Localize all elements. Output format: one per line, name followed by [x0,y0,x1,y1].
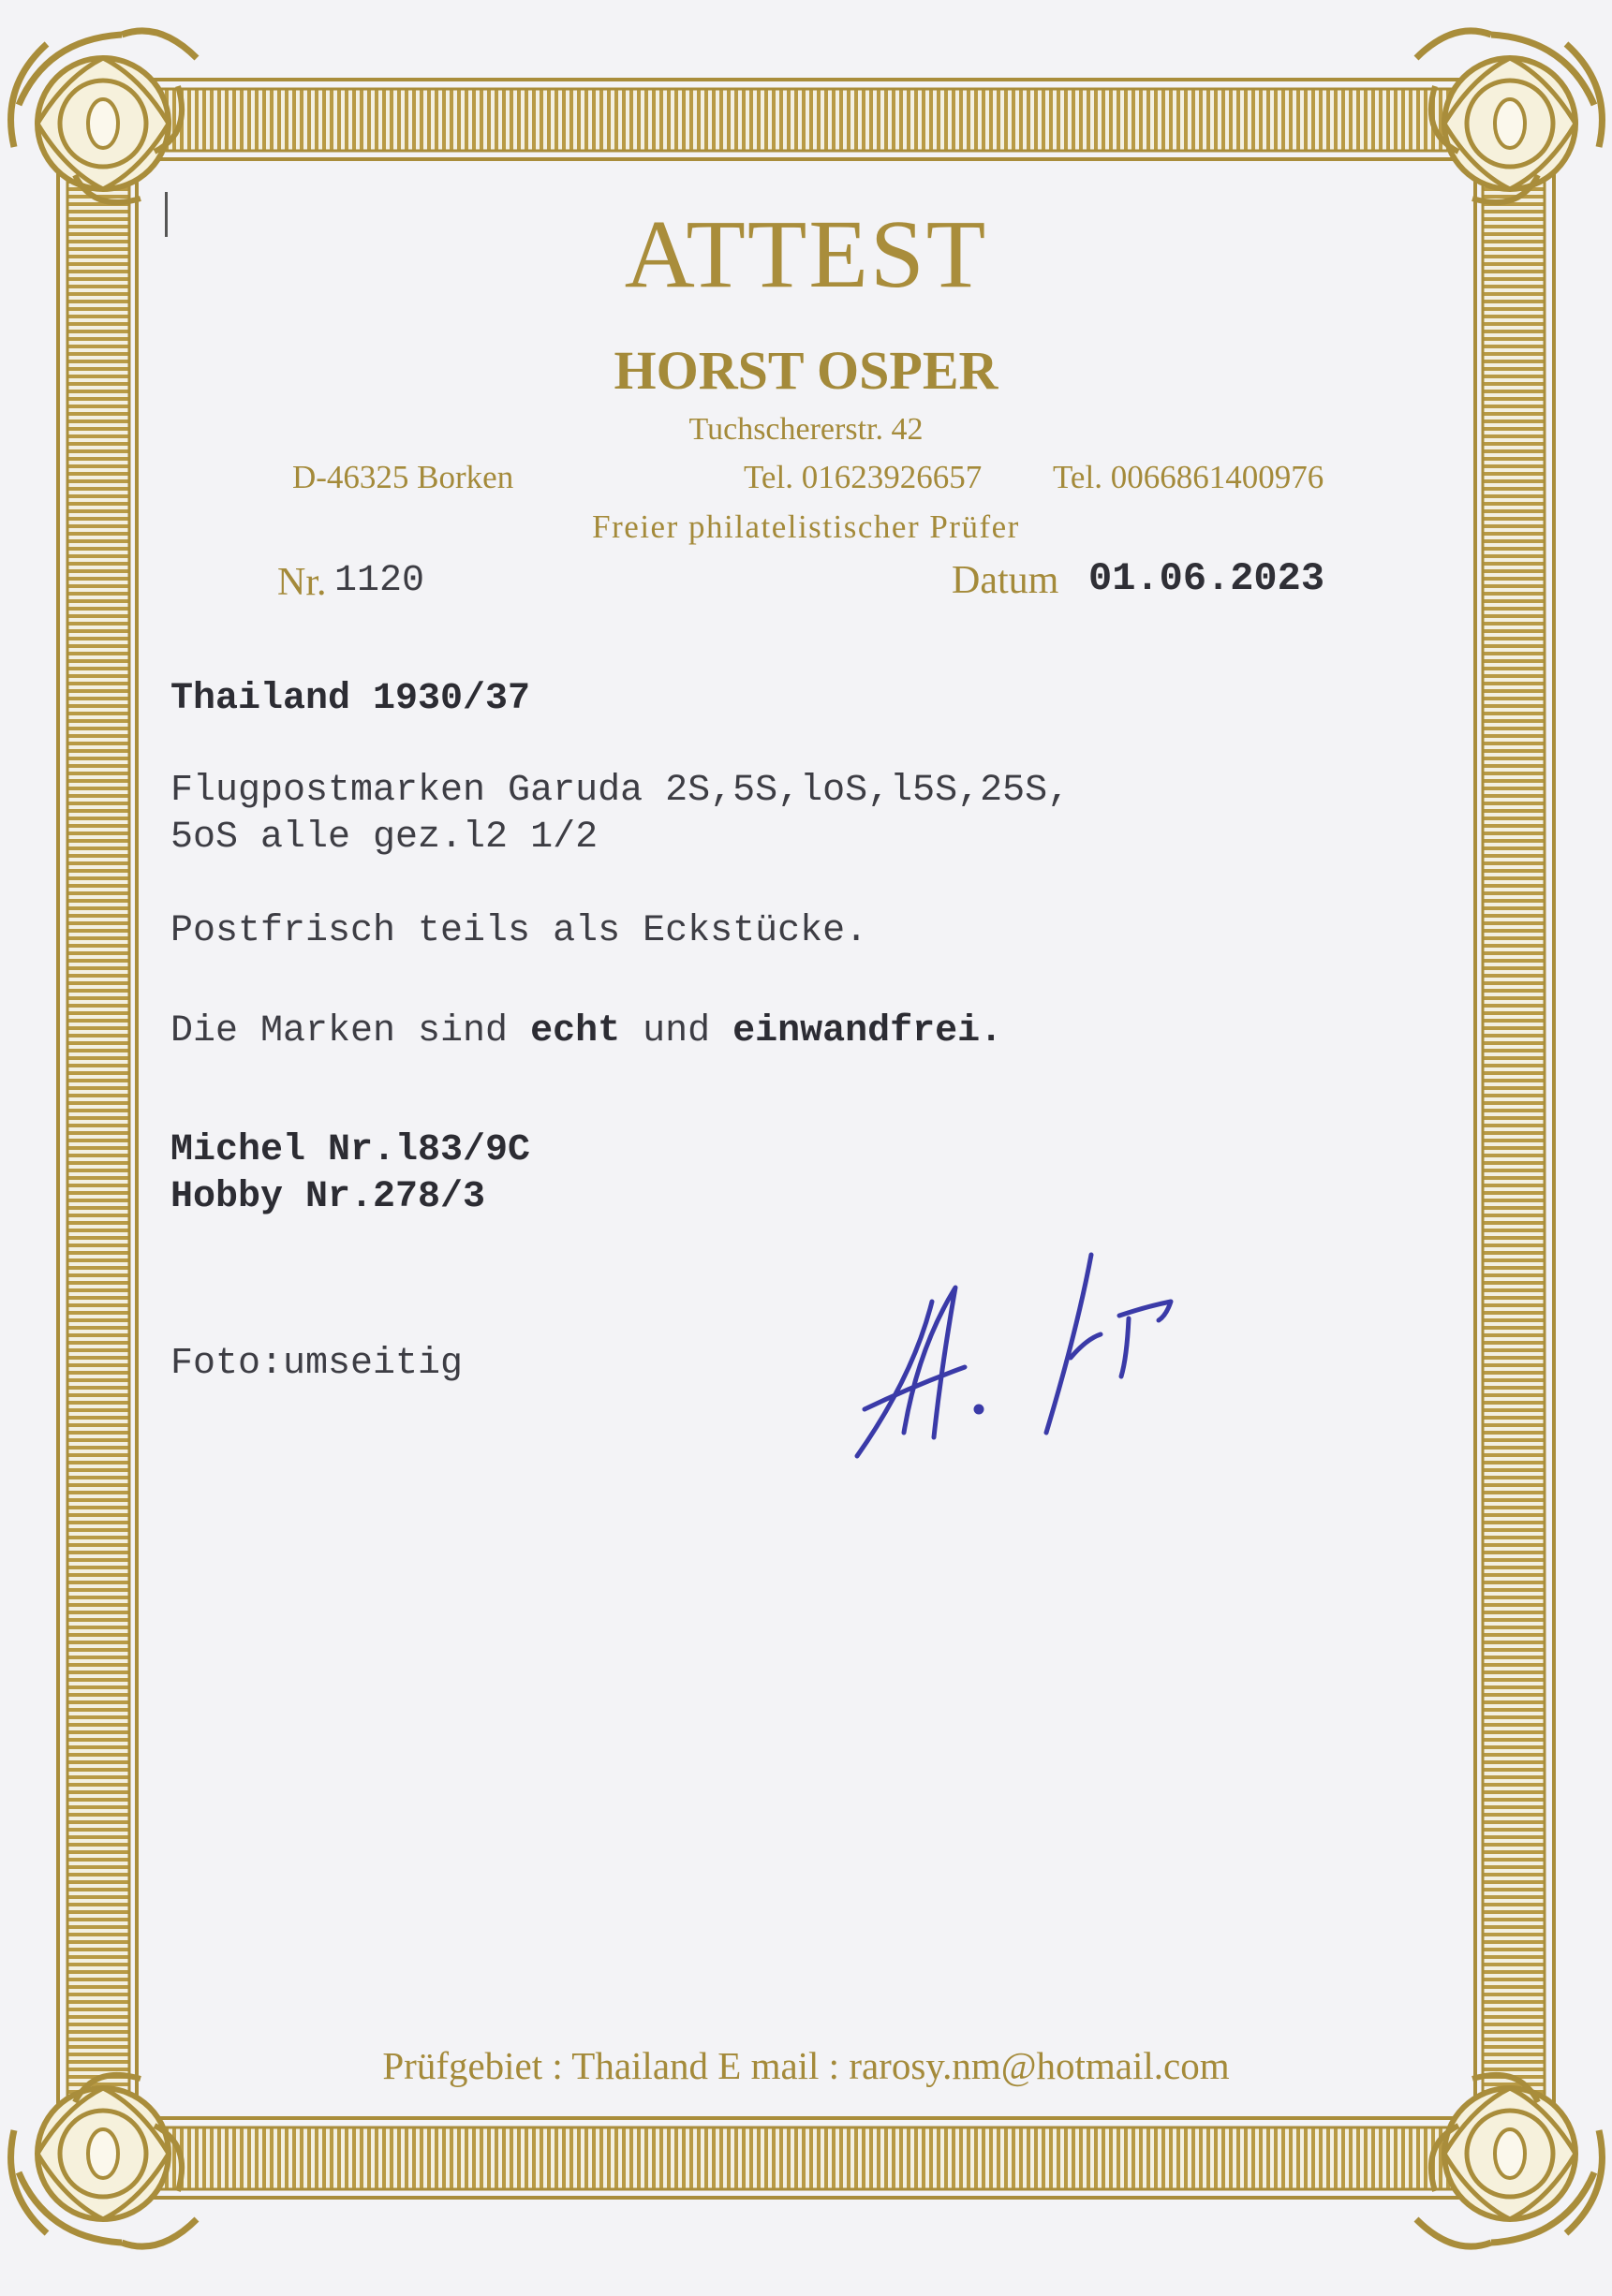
michel-number: Michel Nr.l83/9C [170,1129,531,1171]
item-description-line-2: 5oS alle gez.l2 1/2 [170,817,599,859]
certificate-number: 1120 [334,560,425,602]
footer-contact: Prüfgebiet : Thailand E mail : rarosy.nm@hotmail.com [382,2044,1230,2087]
item-heading: Thailand 1930/37 [170,678,531,720]
examiner-phone-2: Tel. 0066861400976 [1053,459,1324,495]
certificate-date: 01.06.2023 [1088,556,1325,601]
examiner-phone-1: Tel. 01623926657 [744,459,983,495]
certificate-number-label: Nr. [277,561,327,604]
verdict-line [170,1010,1002,1052]
examiner-subtitle: Freier philatelistischer Prüfer [592,508,1020,545]
examiner-city: D-46325 Borken [292,459,514,495]
item-description-line-1: Flugpostmarken Garuda 2S,5S,loS,l5S,25S, [170,770,1071,812]
signature [848,1245,1204,1470]
verdict-text-2: und [620,1010,733,1052]
photo-note: Foto:umseitig [170,1343,464,1385]
hobby-number: Hobby Nr.278/3 [170,1176,486,1218]
verdict-text-1: Die Marken sind [170,1010,531,1052]
verdict-genuine: echt [530,1010,621,1052]
verdict-flawless: einwandfrei. [732,1010,1003,1052]
certificate-title: ATTEST [624,200,988,308]
item-condition: Postfrisch teils als Eckstücke. [170,910,868,952]
examiner-name: HORST OSPER [614,340,998,401]
date-label: Datum [952,559,1059,602]
examiner-street: Tuchschererstr. 42 [688,412,924,447]
